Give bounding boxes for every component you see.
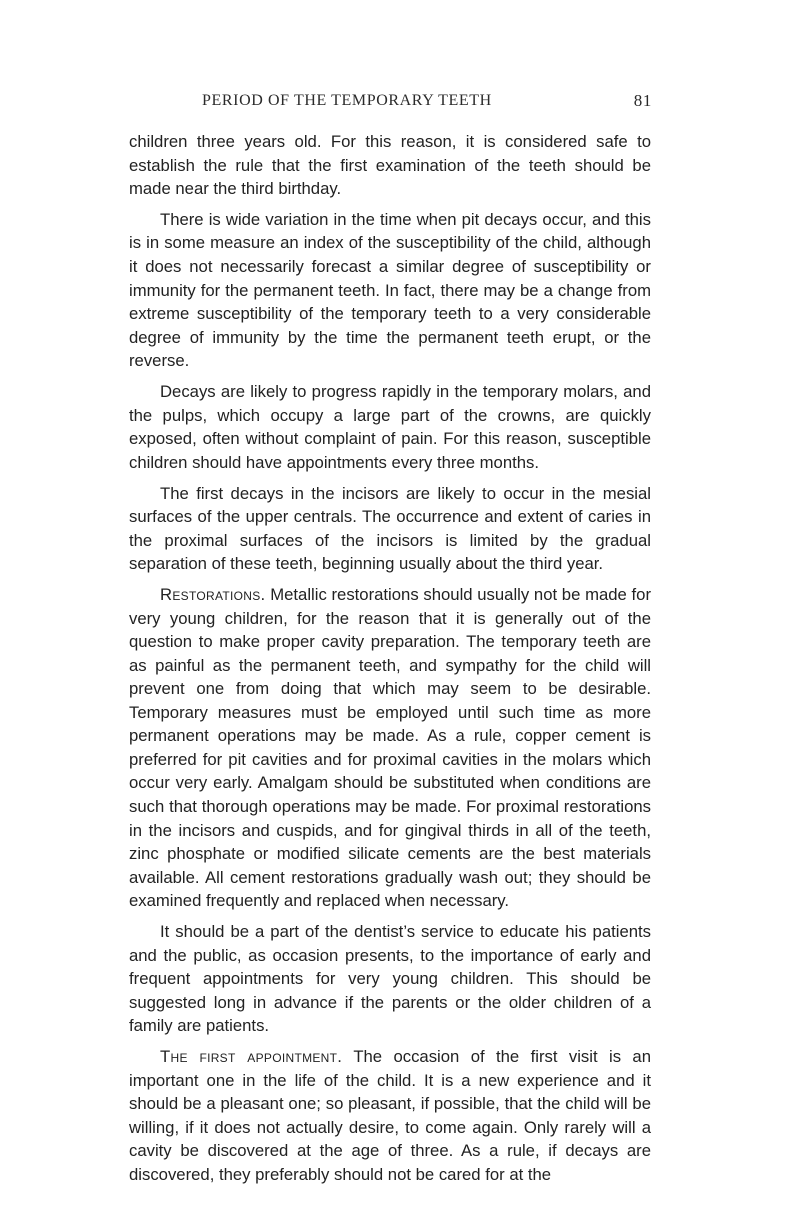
first-appointment-text: The occasion of the first visit is an important one in the life of the child. It is a new experience and it should be a pleasant one; so pleasant, if possible, that the child will be willing, if it does not actually desire, to come again. Only rarely will a cavity be discovered at the age of three. As a rule, if decays are discovered, they preferably should not be cared for at the [129,1047,651,1184]
running-header [128,92,652,116]
first-appointment-heading: The first appointment. [160,1047,343,1067]
paragraph-first-appointment [129,1045,651,1186]
paragraph-4: The first decays in the incisors are likely to occur in the mesial surfaces of the upper centrals. The occurrence and extent of caries in the proximal surfaces of the incisors is limited by the gradual separation of these teeth, beginning usually about the third year. [129,483,651,574]
paragraph-2: There is wide variation in the time when pit decays occur, and this is in some measure an index of the susceptibility of the child, although it does not necessarily forecast a similar degree of susceptibility or immunity for the permanent teeth. In fact, there may be a change from extreme susceptibility of the temporary teeth to a very considerable degree of immunity by the time the permanent teeth erupt, or the reverse. [129,209,651,371]
body-text [129,130,651,1194]
restorations-text: Metallic restorations should usually not be made for very young children, for the reason that it is generally out of the question to make proper cavity preparation. The temporary teeth are as painful as the permanent teeth, and sympathy for the child will prevent one from doing that which may seem to be desirable. Temporary measures must be employed until such time as more permanent operations may be made. As a rule, copper cement is preferred for pit cavities and for proximal cavities in the molars which occur very early. Amalgam should be substituted when conditions are such that thorough operations may be made. For proximal restorations in the incisors and cuspids, and for gingival thirds in all of the teeth, zinc phosphate or modified silicate cements are the best materials available. All cement restorations gradually wash out; they should be examined frequently and replaced when necessary. [129,585,651,911]
restorations-heading: Restorations. [160,585,266,605]
paragraph-6: It should be a part of the dentist’s service to educate his patients and the public, as occasion presents, to the importance of early and frequent appointments for very young children. This should be suggested long in advance if the parents or the older children of a family are patients. [129,921,651,1036]
paragraph-1: children three years old. For this reason, it is considered safe to establish the rule that the first examination of the teeth should be made near the third birthday. [129,132,651,199]
paragraph-3: Decays are likely to progress rapidly in the temporary molars, and the pulps, which occupy a large part of the crowns, are quickly exposed, often without complaint of pain. For this reason, susceptible children should have appointments every three months. [129,382,651,472]
page-number: 81 [633,91,652,110]
running-title: PERIOD OF THE TEMPORARY TEETH [202,92,492,109]
paragraph-restorations [129,583,651,913]
